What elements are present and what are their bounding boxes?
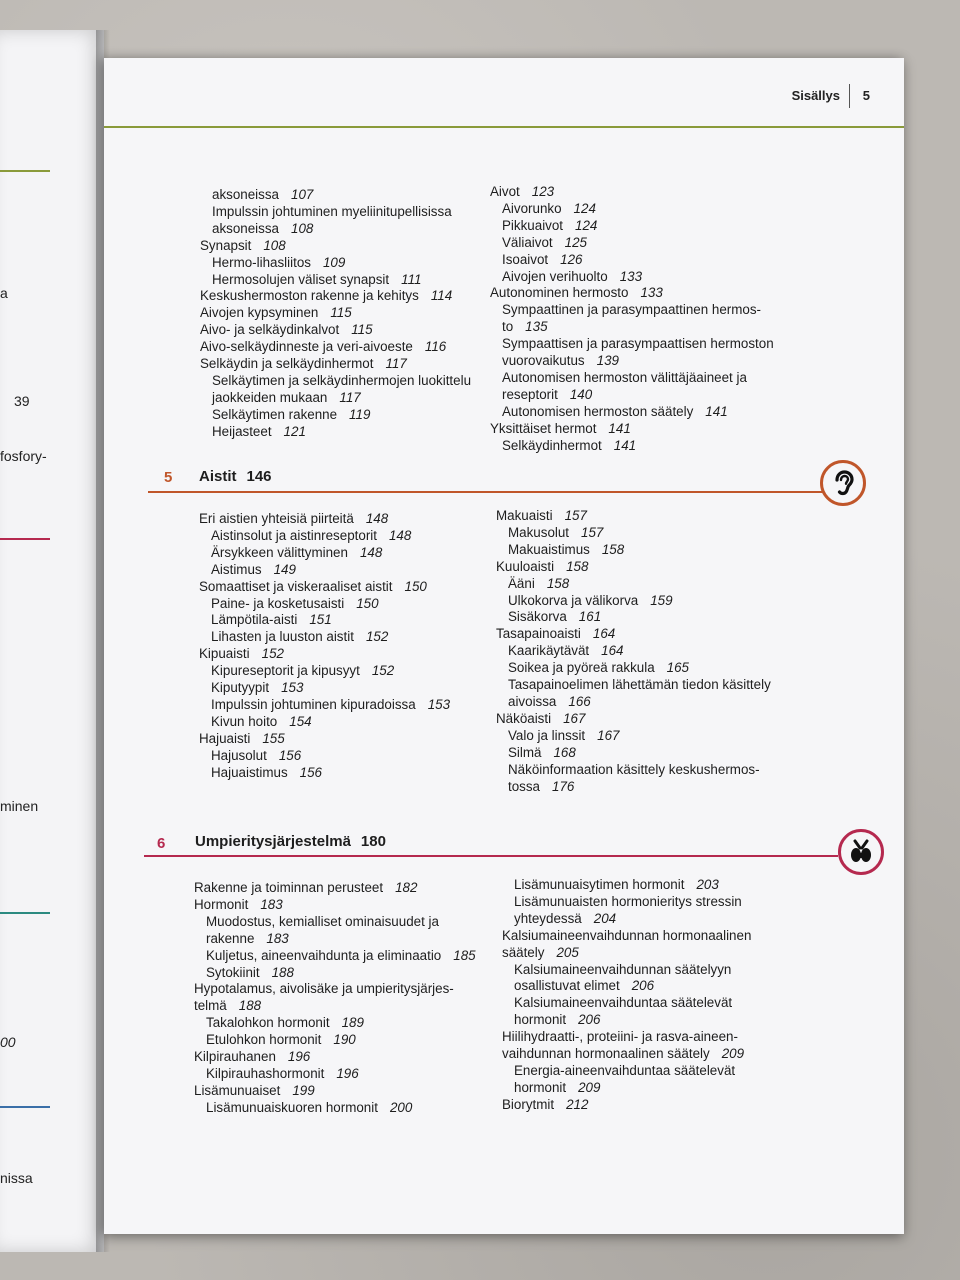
toc-entry-title: Sympaattisen ja parasympaattisen hermoston — [502, 336, 774, 352]
toc-entry-page: 148 — [365, 511, 389, 526]
toc-entry-page: 152 — [371, 663, 395, 679]
toc-entry-title: Aivorunko — [502, 200, 562, 216]
toc-entry-title: tossa — [508, 778, 541, 794]
toc-entry — [502, 1012, 751, 1029]
toc-entry — [199, 748, 450, 765]
toc-entry-page: 188 — [271, 964, 294, 980]
toc-entry — [199, 629, 450, 646]
toc-entry-page: 196 — [336, 1065, 359, 1081]
toc-entry-title: Kalsiumaineenvaihdunnan hormonaalinen — [502, 927, 752, 943]
toc-entry — [490, 353, 774, 370]
toc-column-top-right — [490, 184, 774, 455]
toc-entry-title: Pikkuaivot — [502, 217, 564, 233]
toc-entry-title: Ärsykkeen välittyminen — [211, 544, 348, 560]
toc-entry-page: 189 — [341, 1015, 364, 1031]
toc-entry-title: Soikea ja pyöreä rakkula — [508, 660, 655, 676]
toc-entry — [490, 269, 774, 286]
toc-entry-page: 116 — [424, 339, 447, 355]
toc-entry-title: Sisäkorva — [508, 609, 567, 625]
toc-entry-page: 119 — [349, 406, 371, 422]
toc-entry-title: Lisämunuaisten hormonieritys stressin — [514, 893, 742, 909]
toc-entry-title: rakenne — [206, 930, 255, 946]
toc-entry — [199, 731, 450, 748]
toc-entry-title: Keskushermoston rakenne ja kehitys — [200, 288, 419, 304]
toc-entry-title: Hajuaistimus — [211, 764, 288, 780]
toc-entry — [496, 745, 771, 762]
toc-entry — [490, 201, 774, 218]
toc-entry-title: Sympaattinen ja parasympaattinen hermos- — [502, 302, 762, 318]
toc-entry — [200, 339, 471, 356]
toc-entry — [496, 525, 771, 542]
toc-entry-page: 158 — [601, 541, 625, 557]
toc-entry-page: 141 — [608, 420, 631, 436]
toc-entry — [502, 1046, 751, 1063]
toc-entry — [496, 711, 771, 728]
toc-entry — [200, 373, 471, 390]
toc-entry-page: 206 — [631, 978, 655, 994]
toc-entry-title: Valo ja linssit — [508, 727, 586, 743]
toc-entry — [200, 221, 471, 238]
toc-entry-page: 153 — [281, 680, 304, 696]
toc-entry-page: 199 — [292, 1082, 315, 1098]
toc-entry-title: hormonit — [514, 1012, 567, 1028]
toc-entry — [199, 680, 450, 697]
toc-entry-title: Aivojen kypsyminen — [200, 305, 319, 321]
toc-entry — [496, 626, 771, 643]
toc-entry-title: Kipuaisti — [199, 646, 250, 662]
toc-entry-page: 158 — [546, 575, 570, 591]
toc-entry — [200, 305, 471, 322]
toc-entry — [200, 407, 471, 424]
toc-entry — [502, 928, 751, 945]
toc-entry-page: 150 — [356, 595, 379, 611]
page-number: 5 — [862, 88, 870, 103]
toc-entry — [496, 559, 771, 576]
toc-entry-title: Takalohkon hormonit — [206, 1015, 330, 1031]
toc-entry-title: yhteydessä — [514, 910, 582, 926]
toc-entry-page: 185 — [453, 947, 476, 963]
toc-entry — [496, 660, 771, 677]
toc-entry — [490, 184, 774, 201]
toc-entry-page: 108 — [263, 237, 286, 253]
toc-entry-title: reseptorit — [502, 386, 558, 402]
toc-entry — [490, 235, 774, 252]
chapter-6-heading — [195, 833, 386, 850]
toc-entry-page: 115 — [330, 305, 352, 321]
toc-column-ch6-left — [194, 880, 476, 1117]
toc-entry-title: osallistuvat elimet — [514, 978, 620, 994]
toc-entry-title: Yksittäiset hermot — [490, 420, 597, 436]
toc-entry-page: 126 — [560, 251, 583, 267]
toc-entry — [200, 255, 471, 272]
toc-entry-title: Selkäydin ja selkäydinhermot — [200, 356, 374, 372]
chapter-5-heading — [199, 468, 272, 485]
toc-entry — [199, 663, 450, 680]
left-page-text: 39 — [14, 393, 30, 409]
toc-entry-page: 206 — [578, 1012, 601, 1028]
toc-entry — [200, 424, 471, 441]
toc-entry — [194, 1032, 476, 1049]
toc-entry-title: Kivun hoito — [211, 713, 278, 729]
header-separator — [849, 84, 850, 108]
toc-entry-page: 108 — [291, 220, 314, 236]
toc-entry — [199, 579, 450, 596]
toc-entry-title: Biorytmit — [502, 1096, 555, 1112]
gland-icon — [838, 829, 884, 875]
toc-entry — [490, 404, 774, 421]
toc-entry-page: 161 — [578, 609, 602, 625]
toc-entry-page: 176 — [552, 778, 575, 794]
toc-entry — [496, 643, 771, 660]
toc-entry-title: Makuaistimus — [508, 541, 590, 557]
toc-entry-page: 125 — [564, 234, 587, 250]
toc-entry-title: Tasapainoaisti — [496, 626, 581, 642]
toc-entry-title: Ulkokorva ja välikorva — [508, 592, 639, 608]
toc-entry-page: 209 — [578, 1079, 601, 1095]
toc-entry-page: 117 — [385, 356, 407, 372]
toc-entry — [199, 596, 450, 613]
toc-entry-title: Aivo-selkäydinneste ja veri-aivoeste — [200, 339, 413, 355]
toc-entry-title: aksoneissa — [212, 187, 279, 202]
toc-entry-title: Hajusolut — [211, 747, 267, 763]
toc-entry-title: Synapsit — [200, 237, 252, 253]
toc-entry — [199, 714, 450, 731]
toc-entry-title: Lisämunuaiskuoren hormonit — [206, 1099, 378, 1115]
toc-entry-title: Kiputyypit — [211, 680, 270, 696]
toc-entry-page: 152 — [365, 629, 389, 645]
toc-column-ch5-right — [496, 508, 771, 795]
left-page-text: 00 — [0, 1034, 16, 1050]
toc-entry-page: 159 — [650, 592, 673, 608]
toc-entry-title: Kalsiumaineenvaihduntaa säätelevät — [514, 995, 733, 1011]
toc-entry-title: Somaattiset ja viskeraaliset aistit — [199, 578, 393, 594]
toc-entry-title: Näköinformaation käsittely keskushermos- — [508, 761, 760, 777]
toc-entry — [502, 877, 751, 894]
left-page-text: minen — [0, 798, 39, 814]
toc-entry-page: 188 — [238, 998, 262, 1014]
chapter-5-page: 146 — [246, 468, 272, 485]
toc-entry-page: 149 — [273, 561, 296, 577]
left-page-rule-green — [0, 170, 50, 172]
toc-entry-title: vaihdunnan hormonaalinen säätely — [502, 1046, 710, 1062]
toc-entry-page: 151 — [309, 612, 332, 628]
toc-entry — [502, 1080, 751, 1097]
toc-entry-title: Rakenne ja toiminnan perusteet — [194, 880, 384, 895]
toc-entry-title: säätely — [502, 944, 545, 960]
toc-entry — [194, 897, 476, 914]
toc-entry-title: Makusolut — [508, 524, 570, 540]
toc-entry-title: Hajuaisti — [199, 730, 251, 746]
toc-entry-title: Hypotalamus, aivolisäke ja umpieritysjärjes- — [194, 981, 454, 997]
toc-entry — [200, 322, 471, 339]
toc-entry-page: 155 — [262, 730, 285, 746]
toc-entry — [490, 218, 774, 235]
chapter-6-title: Umpieritysjärjestelmä — [195, 833, 351, 850]
toc-entry-title: Kipureseptorit ja kipusyyt — [211, 663, 360, 679]
toc-entry-page: 133 — [619, 268, 643, 284]
toc-column-ch6-right — [502, 877, 751, 1114]
toc-entry-page: 139 — [596, 353, 619, 369]
toc-entry — [502, 894, 751, 911]
toc-entry-title: Paine- ja kosketusaisti — [211, 595, 345, 611]
toc-entry-title: hormonit — [514, 1079, 567, 1095]
toc-entry — [194, 948, 476, 965]
toc-entry — [194, 1049, 476, 1066]
toc-entry-page: 141 — [613, 437, 637, 453]
toc-entry-page: 111 — [401, 271, 422, 287]
toc-entry-title: Muodostus, kemialliset ominaisuudet ja — [206, 913, 439, 929]
chapter-5-rule — [148, 491, 824, 493]
toc-entry-page: 158 — [566, 558, 589, 574]
toc-entry-title: Selkäytimen ja selkäydinhermojen luokittelu — [212, 372, 472, 388]
toc-entry-title: Sytokiinit — [206, 964, 260, 980]
chapter-5-title: Aistit — [199, 468, 237, 485]
toc-entry-page: 168 — [553, 744, 576, 760]
toc-entry-page: 167 — [597, 727, 620, 743]
toc-entry-page: 109 — [322, 254, 346, 270]
toc-entry-page: 196 — [287, 1049, 311, 1065]
toc-entry — [200, 356, 471, 373]
toc-entry-page: 124 — [573, 200, 596, 216]
toc-entry-title: Energia-aineenvaihduntaa säätelevät — [514, 1062, 736, 1078]
toc-entry-title: Impulssin johtuminen kipuradoissa — [211, 696, 416, 712]
toc-entry-page: 123 — [531, 184, 555, 199]
toc-entry — [496, 677, 771, 694]
toc-entry — [199, 528, 450, 545]
toc-entry-page: 157 — [581, 524, 604, 540]
toc-entry-title: Kalsiumaineenvaihdunnan säätelyyn — [514, 961, 732, 977]
toc-entry-page: 148 — [359, 544, 383, 560]
toc-entry-title: Aistimus — [211, 561, 262, 577]
left-page-text: nissa — [0, 1170, 33, 1186]
toc-entry — [496, 593, 771, 610]
toc-entry-page: 150 — [404, 578, 427, 594]
toc-entry-title: Heijasteet — [212, 423, 272, 439]
left-page — [0, 30, 104, 1252]
toc-entry-page: 156 — [278, 747, 302, 763]
toc-entry-page: 165 — [666, 660, 689, 676]
chapter-6-number: 6 — [157, 835, 166, 852]
toc-entry-page: 141 — [705, 403, 728, 419]
toc-entry-page: 124 — [575, 217, 598, 233]
toc-entry-title: Aistinsolut ja aistinreseptorit — [211, 527, 377, 543]
toc-entry — [194, 1083, 476, 1100]
toc-entry — [490, 285, 774, 302]
toc-entry — [496, 508, 771, 525]
toc-entry-page: 133 — [640, 285, 663, 301]
toc-entry-title: Tasapainoelimen lähettämän tiedon käsittely — [508, 677, 771, 693]
toc-entry-title: aivoissa — [508, 693, 557, 709]
toc-entry-title: Aivot — [490, 184, 520, 199]
toc-entry-title: Lisämunuaiset — [194, 1082, 281, 1098]
toc-entry-title: Väliaivot — [502, 234, 553, 250]
toc-entry-page: 205 — [556, 944, 579, 960]
toc-entry-title: Kilpirauhanen — [194, 1049, 276, 1065]
toc-entry-page: 183 — [266, 930, 289, 946]
toc-entry-page: 183 — [260, 896, 283, 912]
toc-entry-page: 148 — [388, 527, 412, 543]
toc-entry-title: Kuljetus, aineenvaihdunta ja eliminaatio — [206, 947, 442, 963]
chapter-5-number: 5 — [164, 469, 173, 486]
toc-entry-page: 164 — [601, 643, 624, 659]
toc-entry — [496, 576, 771, 593]
toc-entry-title: Kaarikäytävät — [508, 643, 590, 659]
toc-entry-title: Aivojen verihuolto — [502, 268, 608, 284]
toc-entry-title: Hormonit — [194, 896, 249, 912]
left-page-rule-teal — [0, 912, 50, 914]
toc-entry-title: Autonominen hermosto — [490, 285, 629, 301]
toc-entry-title: Hermo-lihasliitos — [212, 254, 311, 270]
toc-entry — [496, 542, 771, 559]
toc-page — [104, 58, 904, 1234]
left-page-text: fosfory- — [0, 448, 47, 464]
toc-entry-title: telmä — [194, 998, 227, 1014]
toc-column-ch5-left — [199, 511, 450, 782]
toc-entry — [194, 981, 476, 998]
toc-entry — [502, 962, 751, 979]
toc-entry — [199, 765, 450, 782]
toc-entry — [200, 288, 471, 305]
ear-icon — [820, 460, 866, 506]
toc-entry — [490, 438, 774, 455]
toc-entry — [490, 319, 774, 336]
toc-entry — [194, 880, 476, 897]
toc-entry — [199, 612, 450, 629]
left-page-rule-red — [0, 538, 50, 540]
toc-entry-title: aksoneissa — [212, 220, 279, 236]
toc-entry — [502, 911, 751, 928]
toc-entry-title: Selkäytimen rakenne — [212, 406, 338, 422]
toc-entry-page: 121 — [283, 423, 306, 439]
toc-entry-title: Kuuloaisti — [496, 558, 555, 574]
toc-entry-page: 115 — [351, 322, 373, 338]
toc-entry-page: 200 — [389, 1099, 413, 1115]
toc-entry-page: 140 — [569, 386, 593, 402]
toc-entry — [194, 965, 476, 982]
toc-entry-page: 182 — [395, 880, 418, 895]
toc-entry — [502, 978, 751, 995]
toc-entry-title: Ääni — [508, 575, 535, 591]
toc-entry-title: Hermosolujen väliset synapsit — [212, 271, 390, 287]
toc-entry-title: Eri aistien yhteisiä piirteitä — [199, 511, 354, 526]
toc-entry — [496, 779, 771, 796]
toc-entry-page: 204 — [593, 910, 617, 926]
toc-entry-title: Näköaisti — [496, 710, 552, 726]
toc-entry-title: Impulssin johtuminen myeliinitupellisissa — [212, 203, 452, 219]
toc-entry-title: Lämpötila-aisti — [211, 612, 298, 628]
toc-entry — [502, 1063, 751, 1080]
toc-entry-title: Makuaisti — [496, 508, 553, 523]
toc-entry-page: 166 — [568, 693, 591, 709]
toc-entry — [496, 609, 771, 626]
toc-entry — [496, 728, 771, 745]
toc-entry — [194, 914, 476, 931]
toc-entry-page: 152 — [261, 646, 284, 662]
toc-entry-page: 190 — [333, 1032, 356, 1048]
toc-entry-title: Etulohkon hormonit — [206, 1032, 322, 1048]
toc-entry — [490, 302, 774, 319]
toc-entry-title: jaokkeiden mukaan — [212, 389, 328, 405]
toc-entry — [194, 1066, 476, 1083]
toc-entry-page: 153 — [427, 696, 451, 712]
toc-entry-page: 117 — [339, 389, 361, 405]
toc-entry-page: 164 — [592, 626, 616, 642]
toc-entry — [199, 545, 450, 562]
header-rule — [104, 126, 904, 128]
toc-entry — [490, 252, 774, 269]
toc-entry-title: to — [502, 319, 514, 335]
toc-entry-title: Aivo- ja selkäydinkalvot — [200, 322, 340, 338]
toc-entry — [496, 694, 771, 711]
toc-entry-title: Lisämunuaisytimen hormonit — [514, 877, 685, 892]
toc-entry-title: Kilpirauhashormonit — [206, 1065, 325, 1081]
toc-entry-title: Silmä — [508, 744, 542, 760]
toc-entry-title: vuorovaikutus — [502, 353, 585, 369]
toc-entry — [199, 697, 450, 714]
toc-entry-page: 156 — [299, 764, 322, 780]
toc-entry-page: 157 — [564, 508, 587, 523]
toc-entry-page: 135 — [525, 319, 548, 335]
chapter-6-rule — [144, 855, 838, 857]
toc-entry — [200, 204, 471, 221]
toc-entry — [490, 370, 774, 387]
toc-entry-page: 107 — [291, 187, 314, 202]
toc-entry-title: Autonomisen hermoston välittäjäaineet ja — [502, 369, 747, 385]
toc-entry — [490, 421, 774, 438]
toc-entry-page: 167 — [563, 710, 586, 726]
toc-entry — [199, 562, 450, 579]
toc-entry-title: Selkäydinhermot — [502, 437, 602, 453]
toc-entry-title: Lihasten ja luuston aistit — [211, 629, 354, 645]
toc-entry-page: 203 — [696, 877, 719, 892]
toc-entry — [490, 387, 774, 404]
toc-entry-page: 114 — [430, 288, 453, 304]
toc-entry — [490, 336, 774, 353]
toc-entry-title: Isoaivot — [502, 251, 549, 267]
toc-entry — [194, 1015, 476, 1032]
toc-entry — [502, 995, 751, 1012]
toc-entry — [194, 1100, 476, 1117]
toc-entry-title: Autonomisen hermoston säätely — [502, 403, 694, 419]
toc-entry — [194, 931, 476, 948]
toc-entry — [200, 390, 471, 407]
toc-entry-page: 209 — [721, 1046, 745, 1062]
toc-entry — [502, 1097, 751, 1114]
chapter-6-page: 180 — [360, 833, 386, 850]
toc-entry — [199, 646, 450, 663]
running-header-title: Sisällys — [791, 88, 840, 103]
toc-entry — [199, 511, 450, 528]
toc-entry — [200, 187, 471, 204]
left-page-text: a — [0, 285, 8, 301]
toc-entry — [496, 762, 771, 779]
toc-entry-page: 154 — [289, 713, 312, 729]
toc-entry — [200, 238, 471, 255]
toc-entry — [502, 1029, 751, 1046]
toc-entry — [200, 272, 471, 289]
toc-entry-title: Hiilihydraatti-, proteiini- ja rasva-aineen- — [502, 1029, 738, 1045]
left-page-rule-blue — [0, 1106, 50, 1108]
toc-entry — [194, 998, 476, 1015]
toc-entry-page: 212 — [566, 1096, 589, 1112]
toc-entry — [502, 945, 751, 962]
toc-column-top-left — [200, 187, 471, 441]
